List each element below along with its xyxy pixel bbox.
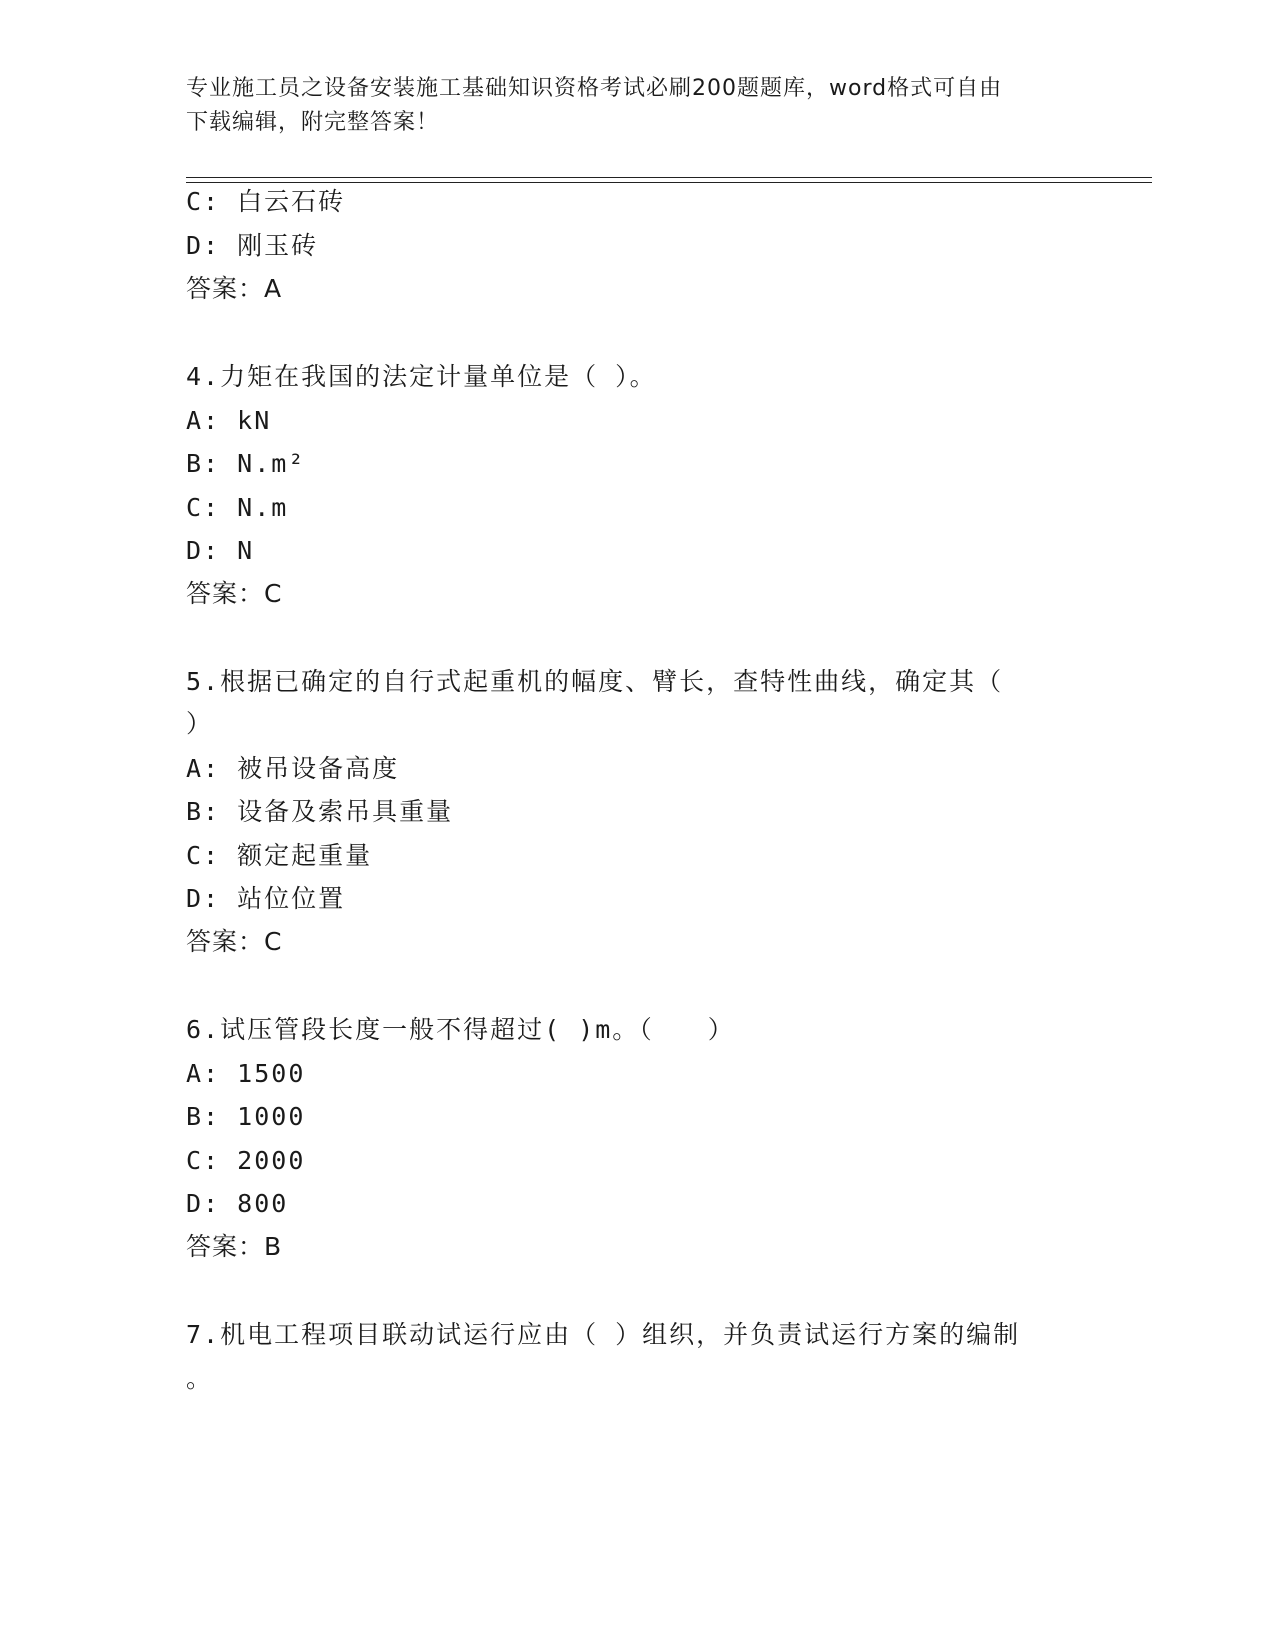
q6-option-a	[186, 1057, 305, 1091]
option-label: B:	[186, 449, 221, 478]
q5-option-b	[186, 795, 453, 829]
q4-stem: 4.力矩在我国的法定计量单位是（ ）。	[186, 362, 657, 391]
q5-stem-line-1: 5.根据已确定的自行式起重机的幅度、臂长，查特性曲线，确定其（	[186, 667, 1004, 696]
q5-option-c	[186, 839, 372, 873]
q7-stem-line-1: 7.机电工程项目联动试运行应由（ ）组织，并负责试运行方案的编制	[186, 1320, 1021, 1349]
q5-option-d	[186, 882, 345, 916]
option-text: 1000	[237, 1102, 306, 1131]
option-text: 刚玉砖	[237, 231, 319, 260]
header-title-line-2: 下载编辑，附完整答案！	[186, 110, 440, 135]
option-label: D:	[186, 536, 221, 565]
q3-answer: 答案：A	[186, 274, 283, 303]
option-text: 1500	[237, 1059, 306, 1088]
q6-stem: 6.试压管段长度一般不得超过( )m。（ ）	[186, 1015, 735, 1044]
option-text: 800	[237, 1189, 289, 1218]
option-text: 设备及索吊具重量	[237, 797, 454, 826]
option-label: B:	[186, 797, 221, 826]
q4-option-d	[186, 534, 254, 568]
document-header	[186, 72, 1066, 140]
q6-option-c	[186, 1144, 305, 1178]
q6-option-b	[186, 1100, 305, 1134]
option-label: C:	[186, 187, 221, 216]
header-title-line-1: 专业施工员之设备安装施工基础知识资格考试必刷200题题库，word格式可自由	[186, 76, 1003, 101]
option-label: A:	[186, 1059, 221, 1088]
option-label: B:	[186, 1102, 221, 1131]
q7-stem-line-2: 。	[186, 1364, 214, 1393]
option-label: D:	[186, 231, 221, 260]
q6-option-d	[186, 1187, 288, 1221]
header-divider-bottom	[186, 182, 1152, 183]
option-text: 额定起重量	[237, 841, 373, 870]
q5-stem-line-2: ）	[186, 709, 214, 738]
option-label: C:	[186, 493, 221, 522]
option-label: D:	[186, 1189, 221, 1218]
option-label: D:	[186, 884, 221, 913]
option-text: N.m	[237, 493, 289, 522]
option-text: 站位位置	[237, 884, 346, 913]
option-text: 白云石砖	[237, 187, 346, 216]
option-label: A:	[186, 406, 221, 435]
q4-option-a	[186, 404, 271, 438]
header-divider-top	[186, 177, 1152, 178]
q4-option-b	[186, 447, 305, 481]
option-label: C:	[186, 841, 221, 870]
q4-option-c	[186, 491, 288, 525]
q4-answer: 答案：C	[186, 579, 283, 608]
option-label: C:	[186, 1146, 221, 1175]
q6-answer: 答案：B	[186, 1232, 283, 1261]
option-text: N	[237, 536, 255, 565]
q3-option-d	[186, 229, 318, 263]
q3-option-c	[186, 185, 345, 219]
option-text: N.m²	[237, 449, 306, 478]
option-label: A:	[186, 754, 221, 783]
q5-option-a	[186, 752, 399, 786]
option-text: kN	[237, 406, 272, 435]
option-text: 被吊设备高度	[237, 754, 400, 783]
option-text: 2000	[237, 1146, 306, 1175]
q5-answer: 答案：C	[186, 927, 283, 956]
